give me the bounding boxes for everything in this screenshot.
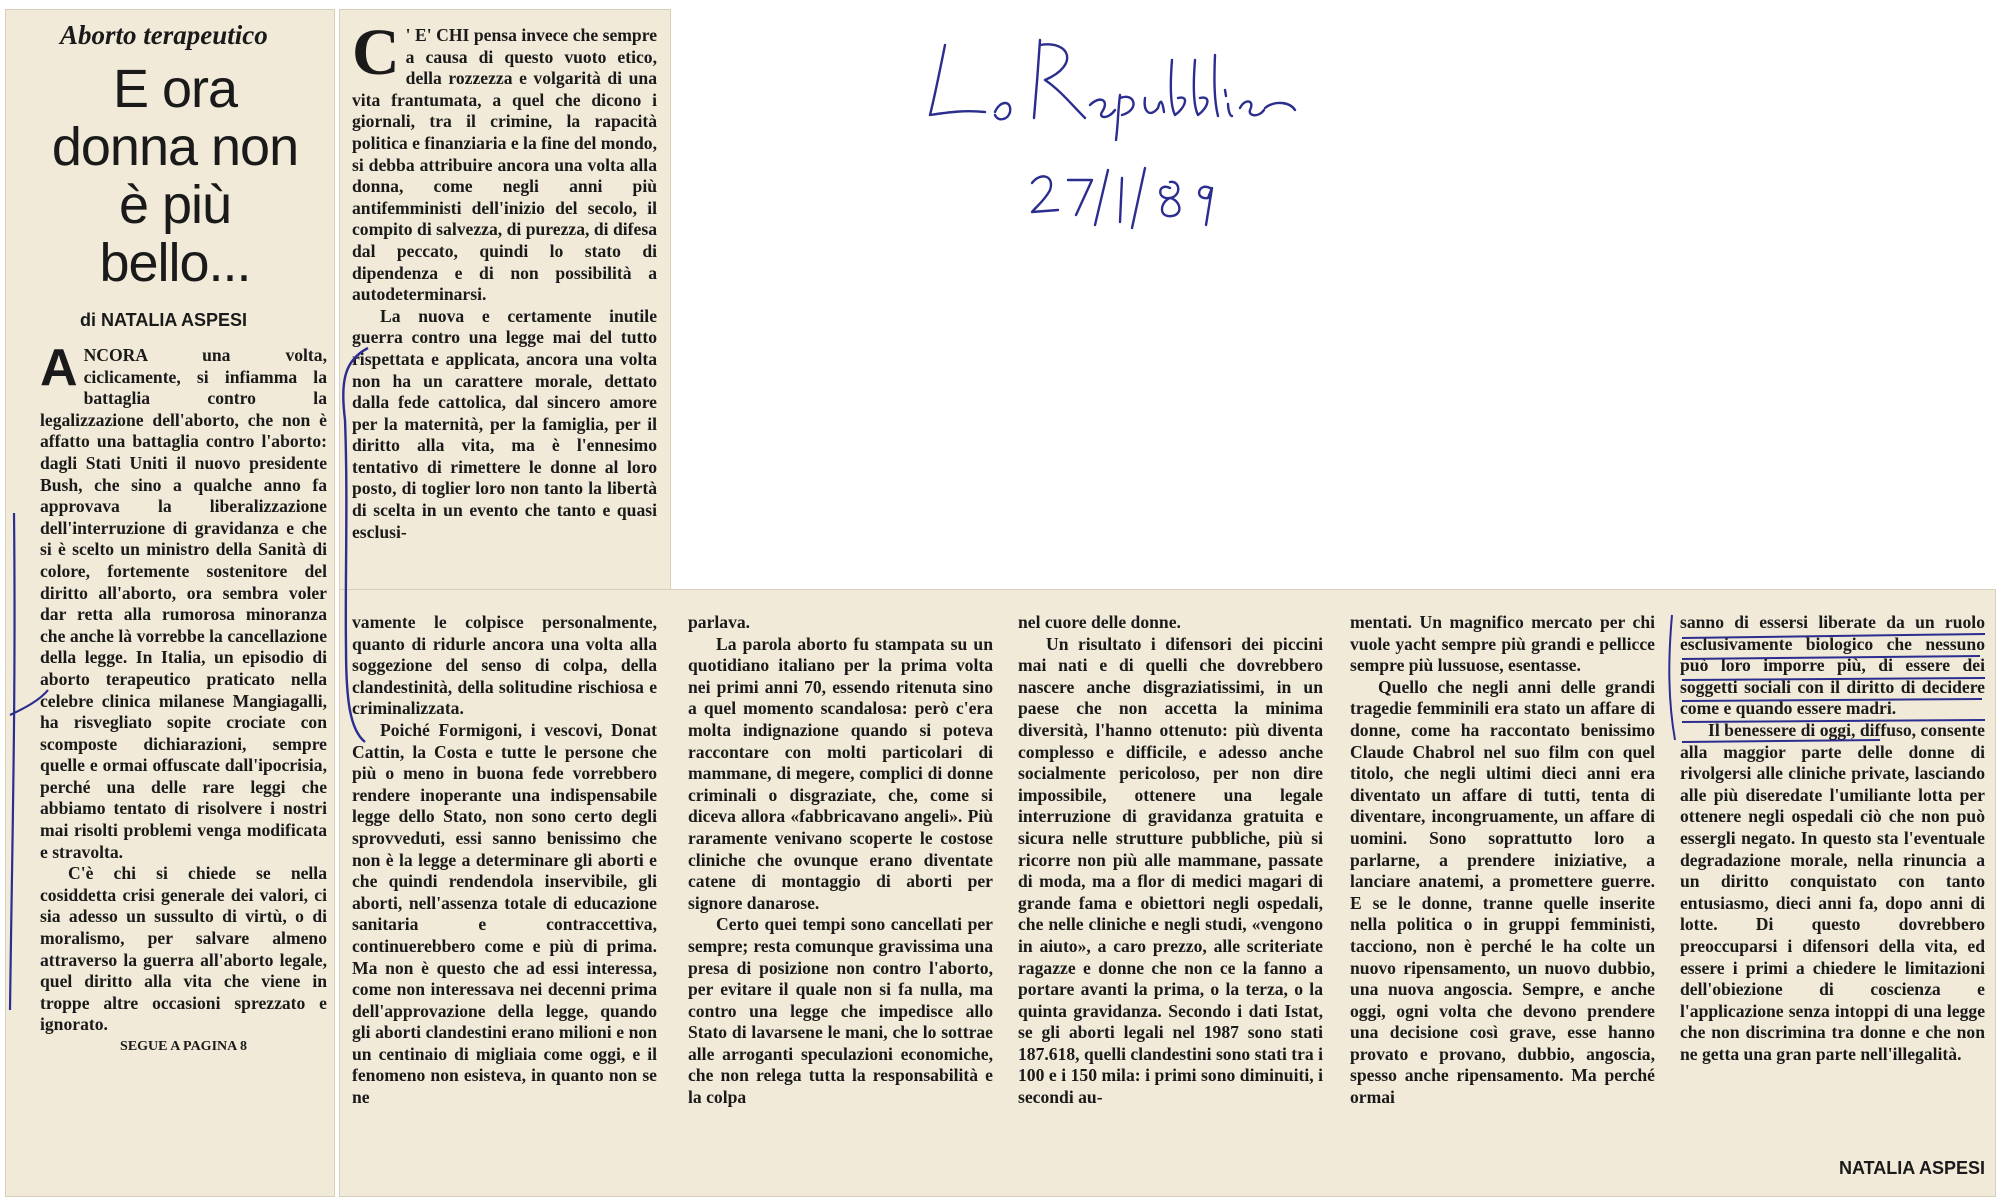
handwritten-source-note: [930, 40, 1295, 140]
col4-paragraph-1: parlava.: [688, 612, 751, 632]
article-column-1: [40, 345, 327, 1185]
col1-paragraph-2: C'è chi si chiede se nella cosiddetta crisi generale dei valori, ci sia adesso un sussulto di virtù, o di moralismo, per salvare almeno attraverso la guerra all'aborto legale, quel diritto alla vita che viene in troppe altre occasioni sprezzato e ignorato.: [40, 863, 327, 1035]
col1-footer: SEGUE A PAGINA 8: [120, 1039, 247, 1054]
article-column-7: [1680, 612, 1985, 1152]
article-column-4: [688, 612, 993, 1187]
col4-paragraph-3: Certo quei tempi sono cancellati per sempre; resta comunque gravissima una presa di posizione non contro l'aborto, per evitare il quale non si fa nulla, ma contro una legge che impedisce allo Stato di lavarsene le mani, che lo sottrae alle arroganti speculazioni economiche, che non relega tutta la responsabilità e la colpa: [688, 914, 993, 1108]
show-through-text: [1300, 580, 1660, 602]
col2-paragraph-1: ' E' CHI pensa invece che sempre a causa di questo vuoto etico, della rozzezza e volgarità di una vita frantumata, a quel che dicono i giornali, tra il crimine, la rapacità politica e finanziaria e la fine del mondo, si debba attribuire ancora una volta alla donna, come negli anni più antifemministi dell'inizio del secolo, il compito di salvezza, di purezza, di difesa dal peccato, quindi lo stato di dipendenza e di non possibilità a autodeterminarsi.: [352, 25, 657, 305]
col1-paragraph-1: NCORA una volta, ciclicamente, si infiamma la battaglia contro la legalizzazione dell'aborto, che non è affatto una battaglia contro l'aborto: dagli Stati Uniti il nuovo presidente Bush, che sino a qualche anno fa approvava la liberalizzazione dell'interruzione di gravidanza e che si è scelto un ministro della Sanità di colore, fortemente sostenitore del diritto all'aborto, ora sembra voler dar retta alla rumorosa minoranza che anche là vorrebbe la cancellazione della legge. In Italia, un episodio di aborto terapeutico praticato nella celebre clinica milanese Mangiagalli, ha risvegliato sopite crociate con scomposte dichiarazioni, sempre quelle e ormai offuscate dall'ipocrisia, perché una delle rare leggi che abbiamo tentato di risolvere i nostri mai risolti problemi venga modificata e stravolta.: [40, 345, 327, 862]
col5-paragraph-2: Un risultato i difensori dei piccini mai nati e di quelli che dovrebbero nascere anche disgraziatissimi, in un paese che non accetta la minima diversità, l'hanno ottenuto: più diventa complesso e difficile, e adesso anche socialmente pericoloso, per non dire impossibile, ottenere una legale interruzione di gravidanza gratuita e sicura nelle strutture pubbliche, più si ricorre non più alle mammane, passate di moda, ma a flor di medici magari di grande fama e obiettori negli ospedali, che nelle cliniche e negli studi, «vengono in aiuto», a caro prezzo, alle scriteriate ragazze e donne che non ce la fanno a portare avanti la prima, o la terza, o la quinta gravidanza. Secondo i dati Istat, se gli aborti legali nel 1987 sono stati 187.618, quelli clandestini sono stati tra i 100 e i 150 mila: i primi sono diminuiti, i secondi au-: [1018, 633, 1323, 1108]
article-kicker: Aborto terapeutico: [60, 20, 268, 50]
col6-paragraph-1: mentati. Un magnifico mercato per chi vuole yacht sempre più grandi e pellicce sempre più lussuose, esentasse.: [1350, 612, 1655, 676]
article-column-6: [1350, 612, 1655, 1187]
article-column-3: [352, 612, 657, 1187]
article-column-2: [352, 25, 657, 590]
col4-paragraph-2: La parola aborto fu stampata su un quotidiano italiano per la prima volta nei primi anni 70, essendo ritenuta sino a quel momento scandalosa: però c'era molta indignazione quando si poteva raccontare con molti particolari di mammane, di megere, complici di donne criminali o disgraziate, che, come si diceva allora «fabbricavano angeli». Più raramente venivano scoperte le costose cliniche che ovunque erano diventate catene di montaggio di aborti per signore danarose.: [688, 633, 993, 913]
col3-paragraph-1: vamente le colpisce personalmente, quanto di ridurle ancora una volta alla soggezione del senso di colpa, della clandestinità, della solitudine rischiosa e criminalizzata.: [352, 612, 657, 719]
col6-paragraph-2: Quello che negli anni delle grandi tragedie femminili era stato un affare di donne, come ha raccontato benissimo Claude Chabrol nel suo film con quel titolo, che negli ultimi dieci anni era diventato un affare di tutti, tenta di diventare, incongruamente, un affare di uomini. Sono soprattutto loro a parlarne, a prendere iniziative, a lanciare anatemi, a promettere guerre. E se le donne, tranne quelle inserite nella politica o in gruppi femministi, tacciono, non è perché le ha colte un nuovo ripensamento, un nuovo dubbio, una nuova angoscia. Sempre, e anche oggi, ogni volta che devono prendere una decisione così grave, esse hanno provato e provano, dubbio, angoscia, spesso anche ripensamento. Ma perché ormai: [1350, 676, 1655, 1108]
col3-paragraph-2: Poiché Formigoni, i vescovi, Donat Cattin, la Costa e tutte le persone che più o meno in buona fede vorrebbero rendere inoperante una indispensabile legge dello Stato, non sono certo degli sprovveduti, essi sanno benissimo che non è la legge a determinare gli aborti e che quindi rendendola inservibile, gli aborti, nell'assenza totale di educazione sanitaria e contraccettiva, continuerebbero come e più di prima. Ma non è questo che ad essi interessa, come non interessava nei decenni prima dell'approvazione della legge, quando gli aborti clandestini erano milioni e non un centinaio di migliaia come oggi, e il fenomeno non esisteva, in quanto non se ne: [352, 719, 657, 1108]
dropcap-a: A: [40, 345, 78, 397]
article-headline: E ora donna non è più bello...: [51, 59, 299, 293]
article-column-5: [1018, 612, 1323, 1187]
article-byline: di NATALIA ASPESI: [80, 310, 248, 330]
col7-paragraph-2: Il benessere di oggi, diffuso, consente alla maggior parte delle donne di rivolgersi alle cliniche private, lasciando alle più diseredate l'umiliante lotta per ottenere negli ospedali ciò che non può essergli negato. In questo sta l'eventuale degradazione morale, nella rinuncia a un diritto conquistato con tanto entusiasmo, dieci anni fa, dopo anni di lotte. Di questo dovrebbero preoccuparsi i difensori della vita, ed essere i primi a chiedere le limitazioni dell'obiezione di coscienza e l'applicazione senza intoppi di una legge che non discrimina tra donne e che non ne getta una gran parte nell'illegalità.: [1680, 719, 1985, 1064]
handwritten-date-note: [1032, 168, 1212, 228]
col7-paragraph-1: sanno di essersi liberate da un ruolo esclusivamente biologico che nessuno può loro imporre più, di essere dei soggetti sociali con il diritto di decidere come e quando essere madri.: [1680, 612, 1985, 719]
article-signature: NATALIA ASPESI: [1838, 1158, 1985, 1178]
col2-paragraph-2: La nuova e certamente inutile guerra contro una legge mai del tutto rispettata e applicata, ancora una volta non ha un carattere morale, dettato dalla fede cattolica, dal sincero amore per la maternità, per la famiglia, per il diritto alla vita, ma è l'ennesimo tentativo di rimettere le donne al loro posto, di toglier loro non tanto la libertà di scelta in un evento che tanto e quasi esclusi-: [352, 305, 657, 542]
col5-paragraph-1: nel cuore delle donne.: [1018, 612, 1181, 632]
dropcap-c: C: [352, 25, 400, 89]
